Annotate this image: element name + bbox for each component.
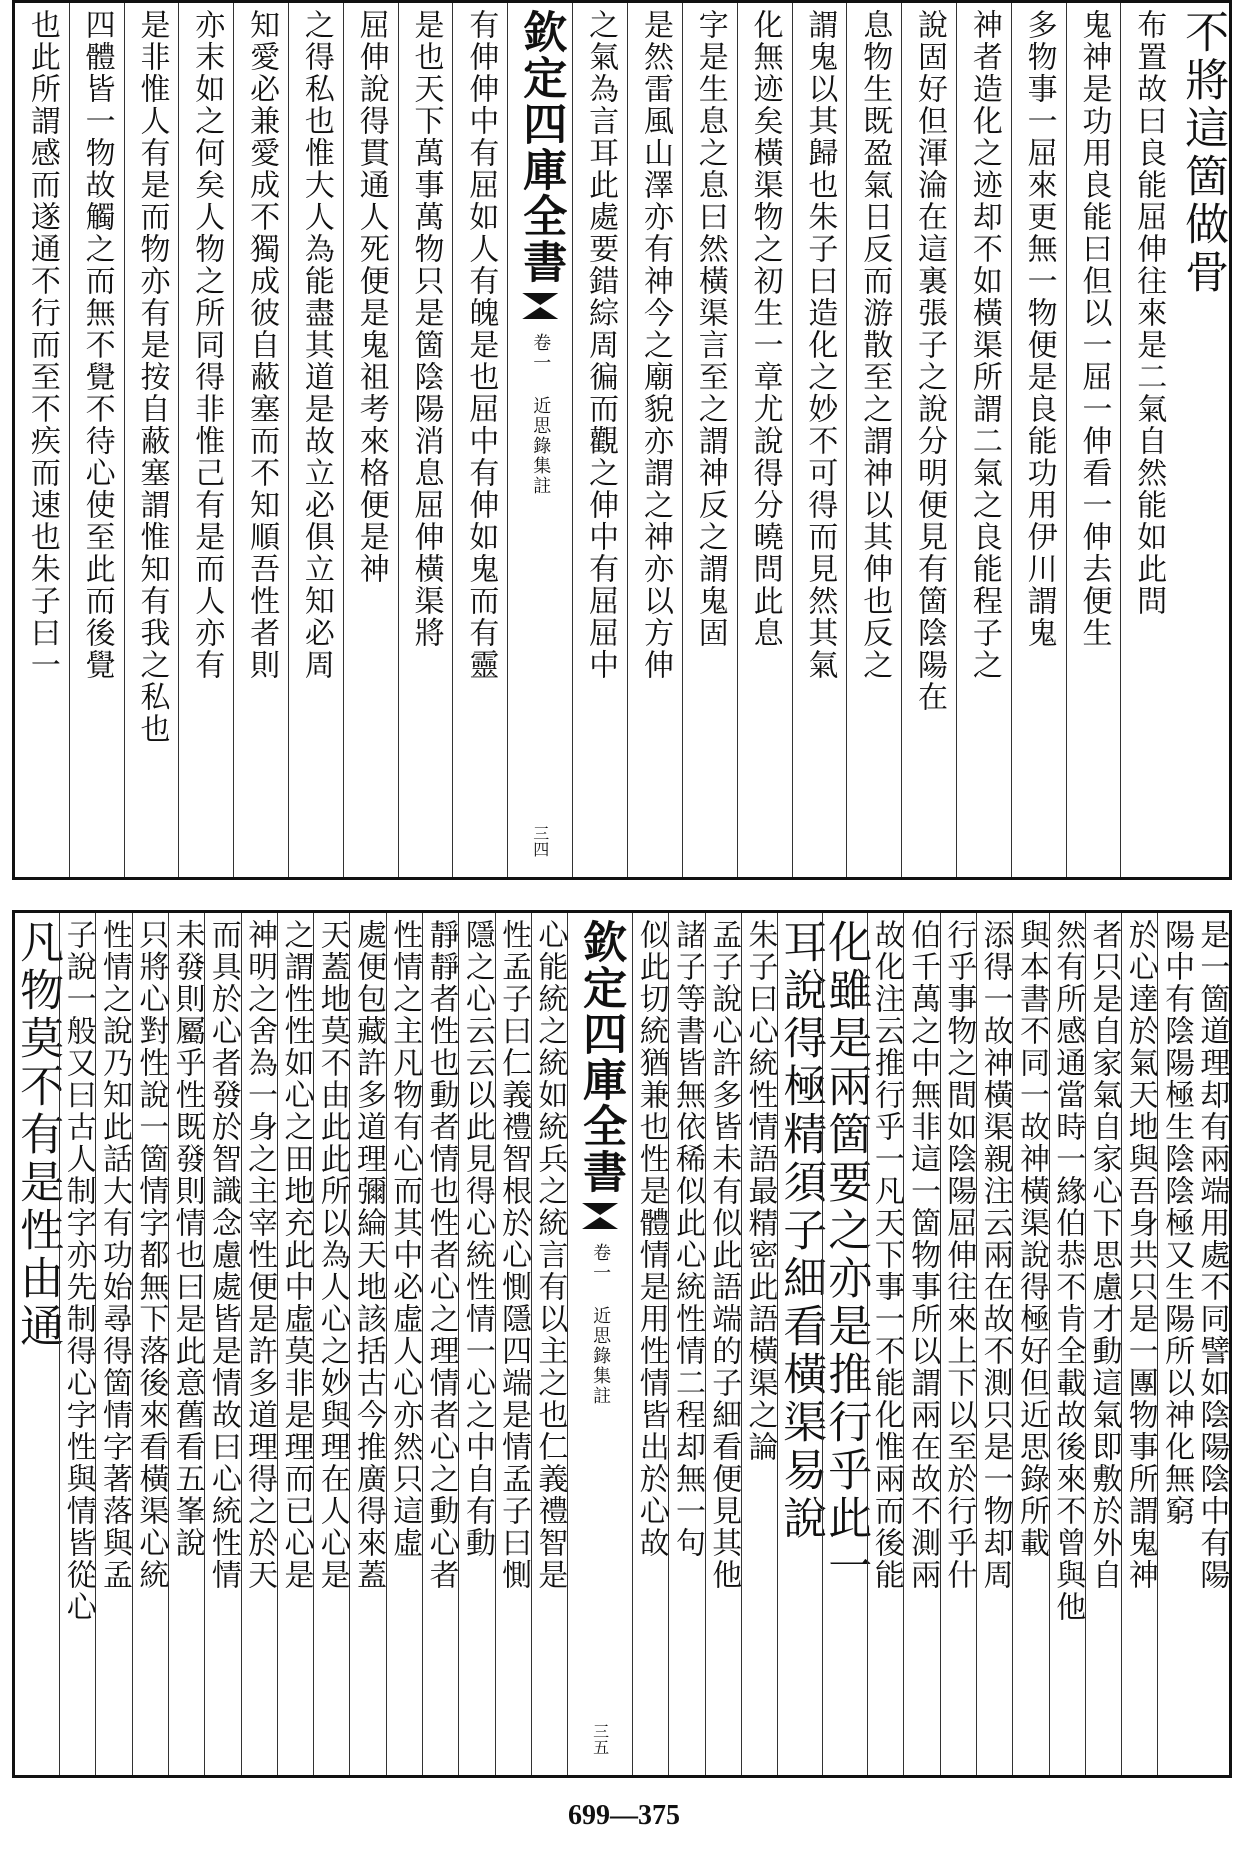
text-column	[124, 3, 179, 877]
column-text: 息物生既盈氣日反而游散至之謂神以其伸也反之	[857, 9, 893, 681]
text-column	[398, 3, 453, 877]
column-text: 布置故曰良能屈伸往來是二氣自然能如此問	[1131, 9, 1167, 617]
center-title: 欽定四庫全書	[575, 919, 627, 1195]
center-title-strip	[567, 913, 632, 1775]
text-column	[1194, 913, 1229, 1775]
text-column	[775, 913, 827, 1775]
column-text: 是然雷風山澤亦有神今之廟貌亦謂之神亦以方伸	[637, 9, 673, 681]
column-text: 陽中有陰陽極生陰陰極又生陽所以神化無窮	[1159, 919, 1195, 1527]
column-text: 心能統之統如統兵之統言有以主之也仁義禮智是	[532, 919, 568, 1591]
column-text: 有伸伸中有屈如人有魄是也屈中有伸如鬼而有靈	[463, 9, 499, 681]
text-column	[1157, 913, 1193, 1775]
column-text: 而具於心者發於智識念慮處皆是情故曰心統性情	[205, 919, 241, 1591]
column-text: 添得一故神橫渠親注云兩在故不測只是一物却周	[977, 919, 1013, 1591]
text-column	[792, 3, 847, 877]
column-text: 屈伸說得貫通人死便是鬼祖考來格便是神	[353, 9, 389, 585]
column-text: 朱子曰心統性情語最精密此語橫渠之論	[742, 919, 778, 1463]
column-text: 只將心對性說一箇情字都無下落後來看橫渠心統	[133, 919, 169, 1591]
column-text: 伯千萬之中無非這一箇物事所以謂兩在故不測兩	[905, 919, 941, 1591]
center-page-number: 三五	[590, 1723, 610, 1755]
text-column	[903, 913, 939, 1775]
center-page-number: 三四	[530, 825, 550, 857]
column-text: 化無迹矣橫渠物之初生一章尤說得分曉問此息	[747, 9, 783, 649]
column-text: 靜靜者性也動者情也性者心之理情者心之動心者	[423, 919, 459, 1591]
center-meta: 卷一 近思錄集註	[530, 333, 552, 496]
text-column	[95, 913, 131, 1775]
text-column	[241, 913, 277, 1775]
text-column	[204, 913, 240, 1775]
text-column	[422, 913, 458, 1775]
text-column	[682, 3, 737, 877]
column-text: 化雖是兩箇要之亦是推行乎此一	[820, 919, 872, 1591]
text-column	[901, 3, 956, 877]
center-title-strip	[507, 3, 572, 877]
column-text: 多物事一屈來更無一物便是良能功用伊川謂鬼	[1021, 9, 1057, 649]
column-text: 是非惟人有是而物亦有是按自蔽塞謂惟知有我之私也	[134, 9, 170, 745]
text-column	[741, 913, 777, 1775]
column-text: 鬼神是功用良能曰但以一屈一伸看一伸去便生	[1076, 9, 1112, 649]
text-column	[737, 3, 792, 877]
text-column	[495, 913, 531, 1775]
text-column	[132, 913, 168, 1775]
column-text: 之氣為言耳此處要錯綜周徧而觀之伸中有屈屈中	[583, 9, 619, 681]
text-column	[705, 913, 741, 1775]
text-column	[59, 913, 95, 1775]
column-text: 之謂性性如心之田地充此中虛莫非是理而已心是	[278, 919, 314, 1591]
column-text: 處便包藏許多道理彌綸天地該括古今推廣得來蓋	[351, 919, 387, 1591]
text-column	[867, 913, 903, 1775]
fish-tail-mark-icon	[580, 1203, 620, 1229]
column-text: 者只是自家氣自家心下思慮才動這氣即敷於外自	[1086, 919, 1122, 1591]
text-column	[627, 3, 682, 877]
column-text: 行乎事物之間如陰陽屈伸往來上下以至於行乎什	[941, 919, 977, 1591]
column-text: 與本書不同一故神橫渠說得極好但近思錄所載	[1013, 919, 1049, 1559]
text-column	[452, 3, 507, 877]
column-text: 耳說得極精須子細看橫渠易說	[775, 919, 827, 1543]
text-column	[531, 913, 567, 1775]
column-text: 子說一般又曰古人制字亦先制得心字性與情皆從心	[60, 919, 96, 1623]
text-column	[820, 913, 872, 1775]
text-column	[458, 913, 494, 1775]
column-text: 天蓋地莫不由此此所以為人心之妙與理在人心是	[314, 919, 350, 1591]
column-text: 然有所感通當時一緣伯恭不肯全載故後來不曾與他	[1050, 919, 1086, 1623]
center-title: 欽定四庫全書	[515, 9, 567, 285]
text-column	[668, 913, 704, 1775]
center-meta: 卷一 近思錄集註	[590, 1243, 612, 1406]
text-column	[956, 3, 1011, 877]
text-column	[632, 913, 668, 1775]
column-text: 似此切統猶兼也性是體情是用性情皆出於心故	[633, 919, 669, 1559]
text-column	[1012, 913, 1048, 1775]
text-column	[12, 913, 64, 1775]
text-column	[288, 3, 343, 877]
column-text: 隱之心云云以此見得心統性情一心之中自有動	[459, 919, 495, 1559]
text-column	[168, 913, 204, 1775]
fish-tail-mark-icon	[520, 293, 560, 319]
column-text: 孟子說心許多皆未有似此語端的子細看便見其他	[706, 919, 742, 1591]
text-column	[846, 3, 901, 877]
bottom-page	[12, 910, 1232, 1778]
text-column	[1085, 913, 1121, 1775]
top-page-columns	[15, 3, 1229, 877]
text-column	[940, 913, 976, 1775]
column-text: 四體皆一物故觸之而無不覺不待心使至此而後覺	[79, 9, 115, 681]
text-column	[1066, 3, 1121, 877]
text-column	[386, 913, 422, 1775]
column-text: 於心達於氣天地與吾身共只是一團物事所謂鬼神	[1122, 919, 1158, 1591]
text-column	[1175, 3, 1229, 877]
column-text: 亦末如之何矣人物之所同得非惟己有是而人亦有	[189, 9, 225, 681]
text-column	[572, 3, 627, 877]
text-column	[1121, 913, 1157, 1775]
top-page	[12, 0, 1232, 880]
text-column	[349, 913, 385, 1775]
text-column	[1120, 3, 1175, 877]
column-text: 說固好但渾淪在這裏張子之說分明便見有箇陰陽在	[912, 9, 948, 713]
text-column	[69, 3, 124, 877]
text-column	[178, 3, 233, 877]
column-text: 神者造化之迹却不如橫渠所謂二氣之良能程子之	[966, 9, 1002, 681]
column-text: 謂鬼以其歸也朱子曰造化之妙不可得而見然其氣	[802, 9, 838, 681]
column-text: 凡物莫不有是性由通	[12, 919, 64, 1351]
bottom-page-columns	[12, 913, 1230, 1775]
column-text: 也此所謂感而遂通不行而至不疾而速也朱子曰一	[24, 9, 60, 681]
column-text: 諸子等書皆無依稀似此心統性情二程却無一句	[669, 919, 705, 1559]
text-column	[1011, 3, 1066, 877]
text-column	[15, 3, 69, 877]
column-text: 性情之主凡物有心而其中必虛人心亦然只這虛	[387, 919, 423, 1559]
column-text: 未發則屬乎性既發則情也曰是此意舊看五峯說	[169, 919, 205, 1559]
text-column	[1049, 913, 1085, 1775]
text-column	[277, 913, 313, 1775]
column-text: 神明之舍為一身之主宰性便是許多道理得之於天	[242, 919, 278, 1591]
column-text: 性情之說乃知此話大有功始尋得箇情字著落與孟	[97, 919, 133, 1591]
column-text: 性孟子曰仁義禮智根於心惻隱四端是情孟子曰惻	[496, 919, 532, 1591]
column-text: 之得私也惟大人為能盡其道是故立必俱立知必周	[298, 9, 334, 681]
text-column	[976, 913, 1012, 1775]
text-column	[343, 3, 398, 877]
text-column	[313, 913, 349, 1775]
column-text: 知愛必兼愛成不獨成彼自蔽塞而不知順吾性者則	[244, 9, 280, 681]
column-text: 是也天下萬事萬物只是箇陰陽消息屈伸橫渠將	[408, 9, 444, 649]
column-text: 不將這箇做骨	[1177, 9, 1229, 297]
text-column	[233, 3, 288, 877]
column-text: 字是生息之息曰然橫渠言至之謂神反之謂鬼固	[692, 9, 728, 649]
page-code: 699—375	[568, 1800, 680, 1831]
column-text: 是一箇道理却有兩端用處不同譬如陰陽陰中有陽	[1194, 919, 1230, 1591]
column-text: 故化注云推行乎一凡天下事一不能化惟兩而後能	[868, 919, 904, 1591]
